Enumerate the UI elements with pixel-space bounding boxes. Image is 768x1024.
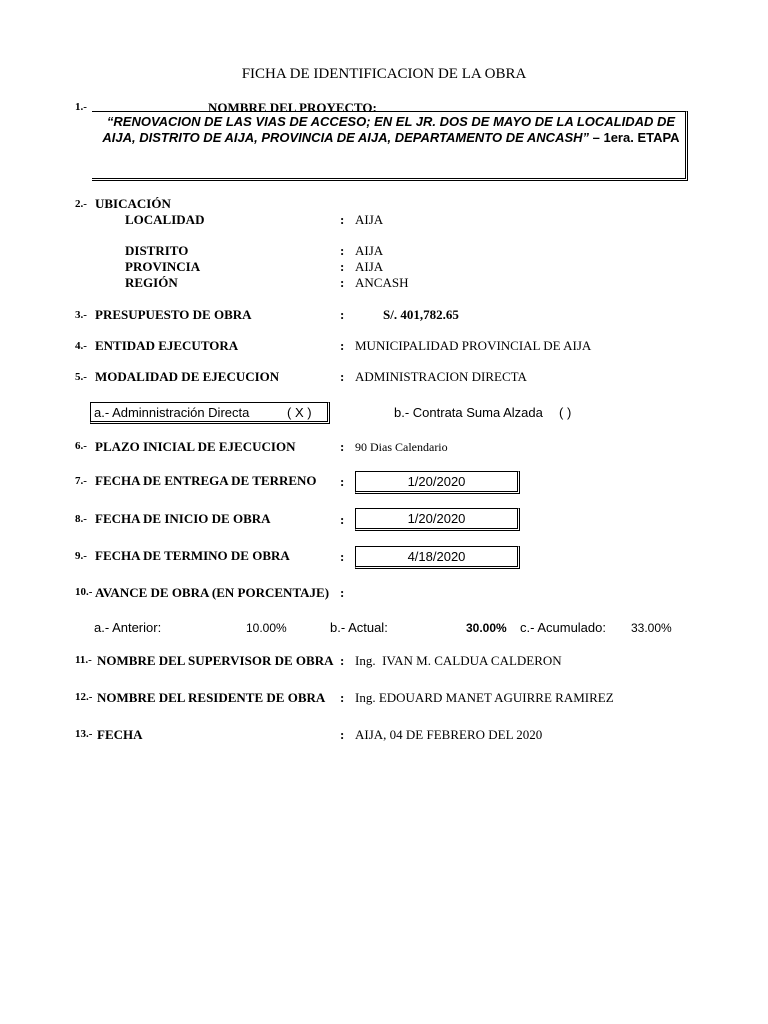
resident-label: NOMBRE DEL RESIDENTE DE OBRA xyxy=(97,690,326,705)
colon: : xyxy=(340,369,345,384)
district-value: AIJA xyxy=(355,243,384,258)
colon: : xyxy=(340,690,345,705)
project-name-main: “RENOVACION DE LAS VIAS DE ACCESO; EN EL JR. DOS DE MAYO DE LA LOCALIDAD DE AIJA, DISTRITO DE AIJA, PROVINCIA DE AIJA, DEPARTAMENTO DE ANCASH” xyxy=(102,114,676,145)
item-number-7: 7.- xyxy=(75,475,87,487)
item-number-4: 4.- xyxy=(75,340,87,352)
term-label: PLAZO INICIAL DE EJECUCION xyxy=(95,439,296,454)
item-number-12: 12.- xyxy=(75,691,93,703)
item-number-11: 11.- xyxy=(75,654,92,666)
budget-value: S/. 401,782.65 xyxy=(383,307,459,322)
modality-label: MODALIDAD DE EJECUCION xyxy=(95,369,280,384)
region-label: REGIÓN xyxy=(125,275,178,290)
end-date-label: FECHA DE TERMINO DE OBRA xyxy=(95,548,290,563)
colon: : xyxy=(340,307,345,322)
colon: : xyxy=(340,474,345,489)
modality-value: ADMINISTRACION DIRECTA xyxy=(355,369,527,384)
colon: : xyxy=(340,727,345,742)
budget-label: PRESUPUESTO DE OBRA xyxy=(95,307,252,322)
delivery-date-value: 1/20/2020 xyxy=(355,471,520,494)
progress-cumulative-value: 33.00% xyxy=(631,621,672,635)
colon: : xyxy=(340,585,345,600)
progress-label: AVANCE DE OBRA (EN PORCENTAJE) xyxy=(95,585,330,600)
end-date-value: 4/18/2020 xyxy=(355,546,520,569)
region-value: ANCASH xyxy=(355,275,409,290)
date-label: FECHA xyxy=(97,727,143,742)
item-number-9: 9.- xyxy=(75,550,87,562)
colon: : xyxy=(340,512,345,527)
progress-current-value: 30.00% xyxy=(466,621,507,635)
colon: : xyxy=(340,338,345,353)
document-title: FICHA DE IDENTIFICACION DE LA OBRA xyxy=(241,66,527,82)
progress-previous-value: 10.00% xyxy=(246,621,287,635)
start-date-value: 1/20/2020 xyxy=(355,508,520,531)
item-number-1: 1.- xyxy=(75,101,87,113)
delivery-date-label: FECHA DE ENTREGA DE TERRENO xyxy=(95,473,317,488)
colon: : xyxy=(340,549,345,564)
province-value: AIJA xyxy=(355,259,384,274)
date-value: AIJA, 04 DE FEBRERO DEL 2020 xyxy=(355,727,543,742)
location-label: UBICACIÓN xyxy=(95,196,171,211)
province-label: PROVINCIA xyxy=(125,259,201,274)
start-date-label: FECHA DE INICIO DE OBRA xyxy=(95,511,271,526)
option-b-label: b.- Contrata Suma Alzada xyxy=(394,405,543,420)
option-a-label: a.- Adminnistración Directa xyxy=(94,405,250,420)
locality-label: LOCALIDAD xyxy=(125,212,205,227)
supervisor-label: NOMBRE DEL SUPERVISOR DE OBRA xyxy=(97,653,334,668)
resident-value: Ing. EDOUARD MANET AGUIRRE RAMIREZ xyxy=(355,690,614,705)
colon: : xyxy=(340,243,345,258)
progress-previous-label: a.- Anterior: xyxy=(94,620,162,635)
supervisor-value: Ing. IVAN M. CALDUA CALDERON xyxy=(355,653,562,668)
item-number-2: 2.- xyxy=(75,198,87,210)
project-name-label: NOMBRE DEL PROYECTO: xyxy=(208,100,377,115)
item-number-10: 10.- xyxy=(75,586,93,598)
item-number-8: 8.- xyxy=(75,513,87,525)
project-name-text xyxy=(94,114,688,146)
item-number-3: 3.- xyxy=(75,309,87,321)
locality-value: AIJA xyxy=(355,212,384,227)
colon: : xyxy=(340,439,345,454)
term-value: 90 Dias Calendario xyxy=(355,440,448,454)
option-b-mark: ( ) xyxy=(559,405,572,420)
colon: : xyxy=(340,212,345,227)
colon: : xyxy=(340,259,345,274)
entity-value: MUNICIPALIDAD PROVINCIAL DE AIJA xyxy=(355,338,592,353)
project-name-suffix: – 1era. ETAPA xyxy=(589,130,680,145)
district-label: DISTRITO xyxy=(125,243,189,258)
item-number-5: 5.- xyxy=(75,371,87,383)
colon: : xyxy=(340,653,345,668)
option-a-mark: ( X ) xyxy=(287,405,312,420)
progress-current-label: b.- Actual: xyxy=(330,620,388,635)
entity-label: ENTIDAD EJECUTORA xyxy=(95,338,239,353)
item-number-6: 6.- xyxy=(75,440,87,452)
progress-cumulative-label: c.- Acumulado: xyxy=(520,620,606,635)
item-number-13: 13.- xyxy=(75,728,93,740)
colon: : xyxy=(340,275,345,290)
